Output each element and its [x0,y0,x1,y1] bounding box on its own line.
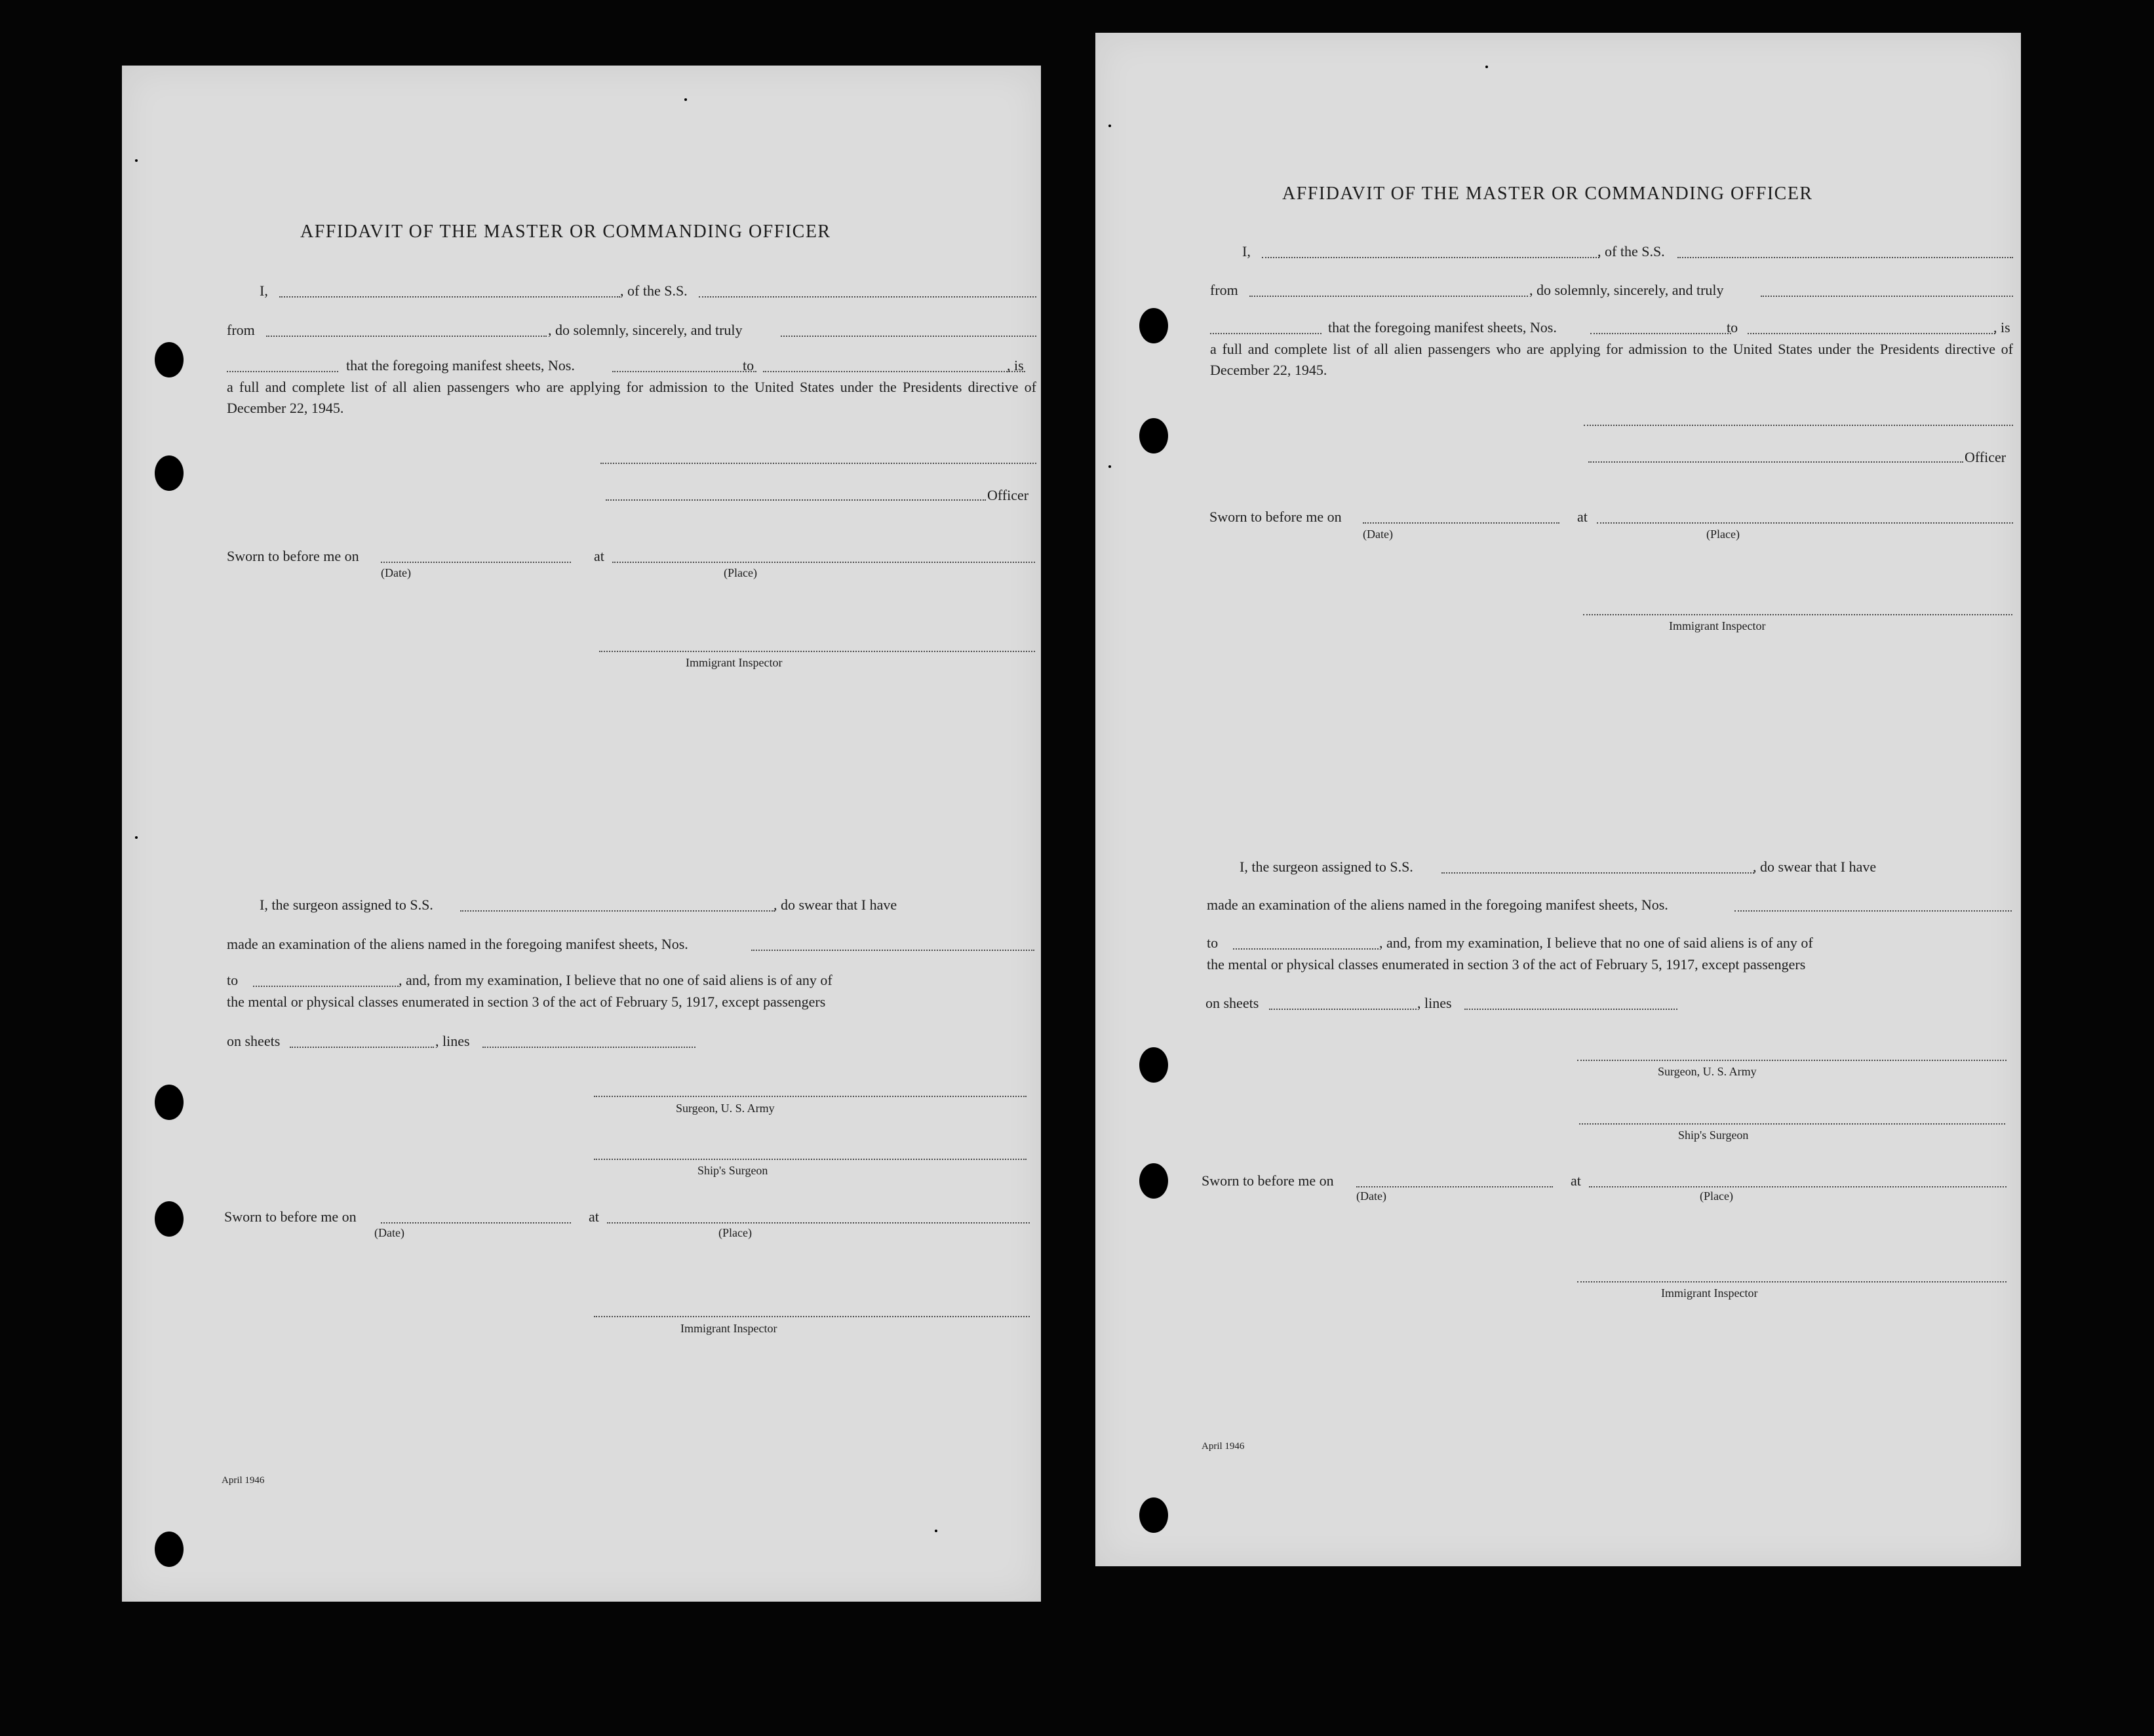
speck [135,836,138,839]
lines-label: , lines [1417,995,1452,1011]
ship-name-field[interactable] [1677,257,2013,258]
ships-surgeon-caption: Ship's Surgeon [1678,1128,1749,1142]
master-name-field[interactable] [279,296,620,298]
master-statement: a full and complete list of all alien passengers who are applying for admission to the United States under the Presidents directive of December 22, 1945. [1210,341,2013,378]
punch-hole [1139,418,1168,453]
oath-field[interactable] [781,336,1036,337]
date-caption: (Date) [1363,528,1393,541]
form-page-right [1095,33,2021,1566]
surgeon-sheets-to-field[interactable] [253,986,399,987]
inspector-caption: Immigrant Inspector [686,656,783,669]
speck [1108,125,1111,127]
surgeon-sheets-field[interactable] [751,950,1034,951]
army-surgeon-signature-line[interactable] [594,1096,1027,1097]
surgeon-sheets-to-field[interactable] [1233,948,1379,950]
inspector-caption: Immigrant Inspector [1669,619,1766,632]
punch-hole [155,1532,184,1567]
inspector-caption-2: Immigrant Inspector [680,1322,777,1335]
inspector-signature-line[interactable] [599,651,1035,652]
sworn-label: Sworn to before me on [1209,509,1342,525]
punch-hole [155,455,184,491]
sworn-place-field-2[interactable] [607,1222,1030,1224]
speck [135,159,138,162]
surgeon-line4: the mental or physical classes enumerated in section 3 of the act of February 5, 1917, except passengers [227,993,826,1010]
place-caption-2: (Place) [718,1226,752,1239]
on-sheets-label: on sheets [1205,995,1259,1011]
date-caption-2: (Date) [374,1226,404,1239]
footer-date: April 1946 [222,1475,265,1486]
from-port-field[interactable] [266,336,547,337]
speck [1485,66,1488,68]
inspector-caption-2: Immigrant Inspector [1661,1286,1758,1300]
lines-label: , lines [435,1033,470,1049]
lines-field[interactable] [1464,1009,1677,1010]
officer-label: Officer [1965,449,2007,465]
sworn-label-2: Sworn to before me on [1202,1172,1334,1189]
officer-label: Officer [987,487,1029,503]
do-solemnly-label: , do solemnly, sincerely, and truly [1529,282,1724,298]
of-ss-label: , of the S.S. [1597,243,1665,260]
form-title: AFFIDAVIT OF THE MASTER OR COMMANDING OFFICER [1282,183,1813,204]
surgeon-line1: I, the surgeon assigned to S.S. [1240,858,1413,875]
is-label: , is [1993,319,2010,336]
and-from-label: , and, from my examination, I believe that no one of said aliens is of any of [399,972,832,988]
do-swear-label: , do swear that I have [773,897,897,913]
signature-line[interactable] [1584,425,2013,426]
place-caption: (Place) [1706,528,1740,541]
place-caption-2: (Place) [1700,1189,1733,1203]
sheets-from-field[interactable] [612,371,756,372]
sworn-date-field[interactable] [1363,522,1559,524]
army-surgeon-signature-line[interactable] [1577,1060,2007,1061]
speck [935,1530,937,1532]
surgeon-line4: the mental or physical classes enumerated in section 3 of the act of February 5, 1917, except passengers [1207,956,1806,973]
to-label: to [743,357,754,374]
sheets-from-field[interactable] [1590,333,1731,334]
army-surgeon-caption: Surgeon, U. S. Army [676,1102,775,1115]
surgeon-to-label: to [1207,935,1219,951]
sworn-date-field-2[interactable] [1356,1186,1553,1187]
ships-surgeon-caption: Ship's Surgeon [697,1164,768,1177]
inspector-signature-line[interactable] [1583,614,2012,615]
officer-signature-line[interactable] [606,499,986,501]
army-surgeon-caption: Surgeon, U. S. Army [1658,1065,1757,1078]
ship-name-field[interactable] [699,296,1036,298]
at-label-2: at [589,1208,599,1225]
master-name-field[interactable] [1262,257,1599,258]
speck [1108,465,1111,468]
surgeon-sheets-field[interactable] [1734,910,2012,912]
punch-hole [1139,1047,1168,1083]
inspector-signature-line-2[interactable] [594,1316,1030,1317]
sheets-to-field[interactable] [763,371,1025,372]
place-caption: (Place) [724,566,757,579]
to-label: to [1727,319,1738,336]
from-port-field[interactable] [1249,296,1528,297]
speck [684,98,687,101]
surgeon-ship-field[interactable] [460,910,775,912]
sworn-place-field-2[interactable] [1589,1186,2007,1187]
oath-continued-field[interactable] [227,371,338,372]
manifest-sheets-label: that the foregoing manifest sheets, Nos. [346,357,575,374]
form-page-left [122,66,1041,1602]
officer-signature-line[interactable] [1588,461,1963,463]
footer-date: April 1946 [1202,1441,1245,1452]
sheets-to-field[interactable] [1748,333,1995,334]
and-from-label: , and, from my examination, I believe that no one of said aliens is of any of [1379,935,1813,951]
surgeon-line2: made an examination of the aliens named in the foregoing manifest sheets, Nos. [1207,897,1668,913]
date-caption-2: (Date) [1356,1189,1386,1203]
inspector-signature-line-2[interactable] [1577,1281,2007,1283]
oath-field[interactable] [1761,296,2013,297]
sworn-label-2: Sworn to before me on [224,1208,357,1225]
from-label: from [1210,282,1238,298]
do-swear-label: , do swear that I have [1753,858,1877,875]
sworn-place-field[interactable] [1597,522,2013,524]
punch-hole [1139,1163,1168,1199]
lines-field[interactable] [482,1047,695,1048]
at-label: at [594,548,604,564]
form-title: AFFIDAVIT OF THE MASTER OR COMMANDING OFFICER [300,222,831,242]
at-label: at [1577,509,1588,525]
on-sheets-field[interactable] [1269,1009,1417,1010]
on-sheets-label: on sheets [227,1033,281,1049]
punch-hole [155,1085,184,1120]
master-i-label: I, [260,282,268,299]
oath-continued-field[interactable] [1210,333,1322,334]
punch-hole [1139,308,1168,343]
of-ss-label: , of the S.S. [620,282,688,299]
punch-hole [1139,1497,1168,1533]
sworn-date-field-2[interactable] [381,1222,571,1224]
surgeon-to-label: to [227,972,239,988]
master-i-label: I, [1242,243,1251,260]
ships-surgeon-signature-line[interactable] [594,1159,1027,1160]
at-label-2: at [1571,1172,1581,1189]
signature-line[interactable] [600,463,1036,464]
do-solemnly-label: , do solemnly, sincerely, and truly [548,322,743,338]
sworn-label: Sworn to before me on [227,548,359,564]
is-label: , is [1007,357,1024,374]
sworn-date-field[interactable] [381,562,571,563]
ships-surgeon-signature-line[interactable] [1579,1123,2005,1125]
surgeon-line2: made an examination of the aliens named in the foregoing manifest sheets, Nos. [227,936,688,952]
sworn-place-field[interactable] [612,562,1035,563]
date-caption: (Date) [381,566,411,579]
surgeon-line1: I, the surgeon assigned to S.S. [260,897,433,913]
manifest-sheets-label: that the foregoing manifest sheets, Nos. [1328,319,1557,336]
from-label: from [227,322,255,338]
surgeon-ship-field[interactable] [1441,872,1754,874]
on-sheets-field[interactable] [290,1047,434,1048]
punch-hole [155,342,184,377]
punch-hole [155,1201,184,1237]
master-statement: a full and complete list of all alien passengers who are applying for admission to the United States under the Presidents directive of December 22, 1945. [227,379,1036,416]
